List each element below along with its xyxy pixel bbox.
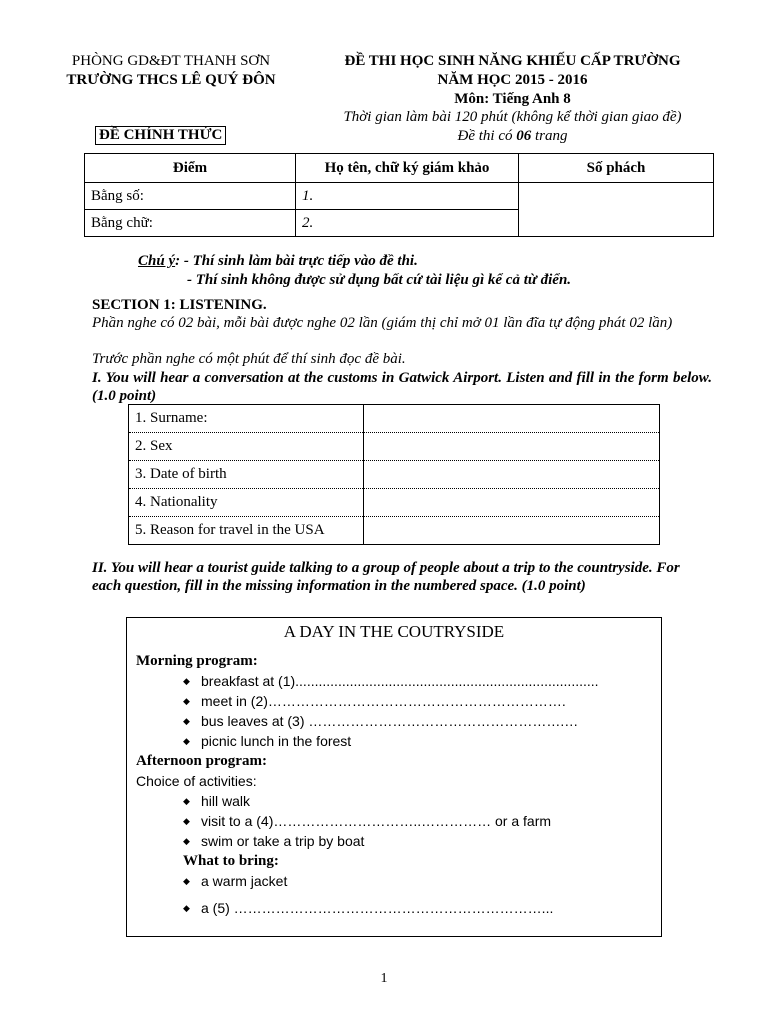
- morning-item-4: [183, 733, 351, 750]
- activity-2: [183, 813, 551, 830]
- morning-item-3: [183, 713, 578, 730]
- form-answer-4[interactable]: [364, 489, 660, 517]
- note-text-1: : - Thí sinh làm bài trực tiếp vào đề thi.: [175, 253, 418, 269]
- afternoon-heading: Afternoon program:: [136, 753, 267, 769]
- activity-3-text: swim or take a trip by boat: [201, 833, 365, 849]
- morning-item-1: [183, 673, 599, 690]
- morning-item-1-text: breakfast at (1)..............................................................................: [201, 673, 599, 689]
- note: [138, 252, 571, 290]
- activity-1: [183, 793, 250, 810]
- bullet-icon: ◆: [183, 876, 190, 886]
- section-1-intro-2: Trước phần nghe có một phút để thí sinh đọc đề bài.: [92, 351, 406, 367]
- form-answer-3[interactable]: [364, 461, 660, 489]
- form-answer-2[interactable]: [364, 433, 660, 461]
- form-field-sex: 2. Sex: [129, 433, 364, 461]
- activity-3: [183, 833, 364, 850]
- activity-2-text: visit to a (4)…………………………..…………… or a farm: [201, 813, 552, 829]
- bullet-icon: ◆: [183, 796, 190, 806]
- pages-suffix: trang: [531, 128, 568, 144]
- bring-item-1-text: a warm jacket: [201, 873, 288, 889]
- bring-item-2: [183, 900, 553, 917]
- form-field-surname: 1. Surname:: [129, 405, 364, 433]
- form-answer-1[interactable]: [364, 405, 660, 433]
- exam-title: ĐỀ THI HỌC SINH NĂNG KHIẾU CẤP TRƯỜNG: [344, 53, 681, 69]
- school-name: TRƯỜNG THCS LÊ QUÝ ĐÔN: [66, 72, 276, 88]
- section-1-title: SECTION 1: LISTENING.: [92, 297, 267, 313]
- examiner-col-header: Họ tên, chữ ký giám khảo: [296, 154, 519, 183]
- part-1-instructions: I. You will hear a conversation at the customs in Gatwick Airport. Listen and fill in the form below. (1.0 point): [92, 370, 712, 404]
- bring-item-1: [183, 873, 287, 890]
- code-col-header: Số phách: [519, 154, 714, 183]
- note-line-2: - Thí sinh không được sử dụng bất cứ tài liệu gì kể cả từ điển.: [187, 272, 572, 288]
- bullet-icon: ◆: [183, 816, 190, 826]
- countryside-box: [126, 617, 662, 937]
- exam-time: Thời gian làm bài 120 phút (không kể thời gian giao đề): [343, 109, 682, 125]
- examiner-1[interactable]: 1.: [296, 183, 519, 210]
- customs-form: [128, 404, 660, 545]
- bring-item-2-text: a (5) …………………………………………………………...: [201, 900, 554, 916]
- exam-year: NĂM HỌC 2015 - 2016: [437, 72, 588, 88]
- bullet-icon: ◆: [183, 836, 190, 846]
- exam-pages: [300, 127, 725, 146]
- bullet-icon: ◆: [183, 676, 190, 686]
- box-title: A DAY IN THE COUTRYSIDE: [283, 622, 505, 641]
- form-answer-5[interactable]: [364, 517, 660, 545]
- page-number: 1: [380, 971, 388, 986]
- activities-label: Choice of activities:: [136, 773, 257, 789]
- activity-1-text: hill walk: [201, 793, 251, 809]
- bullet-icon: ◆: [183, 903, 190, 913]
- morning-item-3-text: bus leaves at (3) ……………………………………………….…: [201, 713, 579, 729]
- note-line-1: [138, 252, 571, 271]
- form-field-dob: 3. Date of birth: [129, 461, 364, 489]
- morning-heading: Morning program:: [136, 653, 258, 669]
- form-field-reason: 5. Reason for travel in the USA: [129, 517, 364, 545]
- score-number-label: Bằng số:: [85, 183, 296, 210]
- morning-item-2: [183, 693, 566, 710]
- official-stamp: ĐỀ CHÍNH THỨC: [95, 126, 226, 145]
- exam-subject: Môn: Tiếng Anh 8: [454, 91, 571, 107]
- morning-item-2-text: meet in (2)……………………………………………………….: [201, 693, 566, 709]
- form-field-nationality: 4. Nationality: [129, 489, 364, 517]
- section-1-intro: Phần nghe có 02 bài, mỗi bài được nghe 02 lần (giám thị chỉ mở 01 lần đĩa tự động phát 02 lần): [92, 315, 673, 331]
- part-2-instructions: II. You will hear a tourist guide talking to a group of people about a trip to the countryside. For each question, fill in the missing information in the numbered space. (1.0 point): [92, 560, 680, 594]
- code-cell[interactable]: [519, 183, 714, 237]
- score-table: [84, 153, 714, 237]
- department-name: PHÒNG GD&ĐT THANH SƠN: [71, 53, 271, 69]
- bullet-icon: ◆: [183, 736, 190, 746]
- bullet-icon: ◆: [183, 716, 190, 726]
- examiner-2[interactable]: 2.: [296, 210, 519, 237]
- pages-prefix: Đề thi có: [457, 128, 517, 144]
- note-label: Chú ý: [138, 253, 176, 269]
- bring-heading: What to bring:: [183, 853, 279, 869]
- pages-count: 06: [516, 128, 532, 144]
- score-col-header: Điểm: [85, 154, 296, 183]
- score-words-label: Bằng chữ:: [85, 210, 296, 237]
- morning-item-4-text: picnic lunch in the forest: [201, 733, 352, 749]
- bullet-icon: ◆: [183, 696, 190, 706]
